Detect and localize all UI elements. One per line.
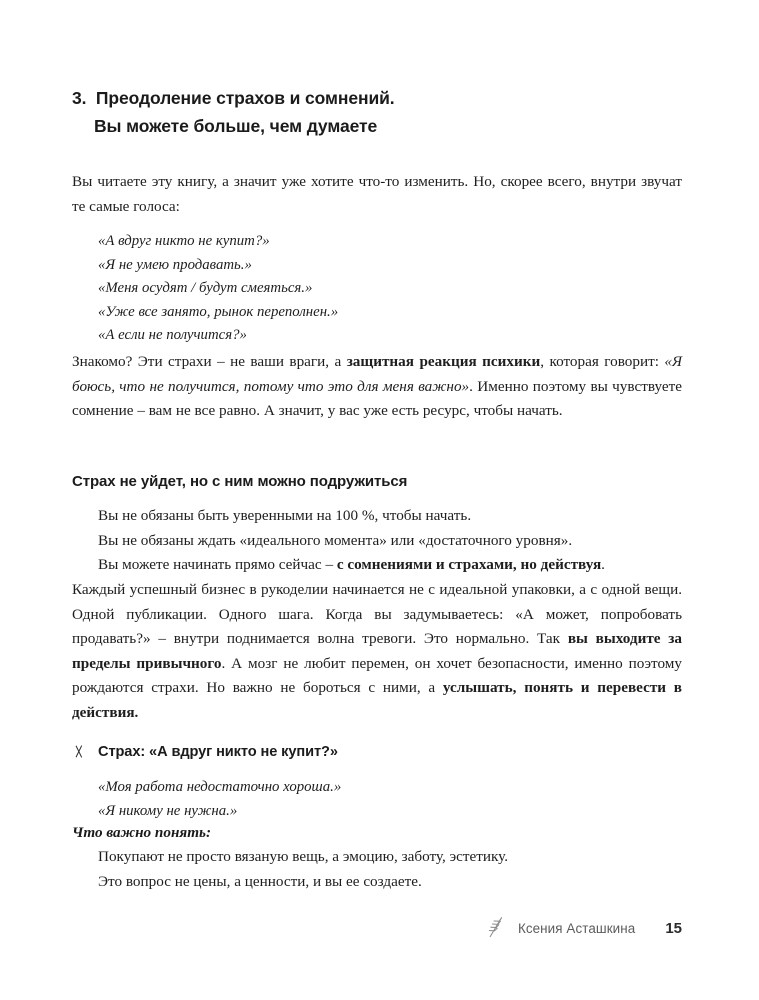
business-paragraph-text: [72, 578, 682, 726]
statement-line: Вы можете начинать прямо сейчас – с сомнениями и страхами, но действуя.: [98, 556, 605, 574]
chapter-subtitle-line: Вы можете больше, чем думаете: [94, 116, 378, 136]
page-footer: [0, 908, 759, 948]
business-text-part-1: Каждый успешный бизнес в рукоделии начинается не с идеальной упаковки, а с одной вещи. Одной публикации. Одного шага. Когда вы задумываетесь: «А может, попробовать продавать?» – внутри поднимается волна тревоги. Это нормально. Так: [72, 581, 682, 648]
quote-line: «Меня осудят / будут смеяться.»: [98, 280, 313, 297]
statement-line-plain: Вы можете начинать прямо сейчас –: [98, 556, 337, 574]
recognize-text-part-2: , которая говорит:: [540, 353, 665, 370]
what-matters-label: Что важно понять:: [72, 824, 212, 841]
page-number: 15: [665, 919, 682, 937]
what-matters-statements: [98, 845, 682, 894]
chapter-heading: [72, 84, 682, 140]
quote-line: «Я никому не нужна.»: [98, 802, 238, 819]
quote-line: «А вдруг никто не купит?»: [98, 233, 270, 249]
intro-paragraph-text: Вы читаете эту книгу, а значит уже хотите что-то изменить. Но, скорее всего, внутри звучат те самые голоса:: [72, 173, 682, 215]
can-start-statements: [98, 504, 682, 578]
recognize-paragraph: [72, 350, 682, 424]
recognize-text-part-3: . Именно поэтому вы чувствуете сомнение – вам не все равно. А значит, у вас уже есть ресурс, чтобы начать.: [72, 377, 682, 420]
recognize-italic-quote: «Я боюсь, что не получится, потому что это для меня важно»: [72, 353, 682, 395]
recognize-paragraph-text: [72, 350, 682, 424]
business-bold-phrase-2: услышать, понять и перевести в действия.: [72, 679, 682, 721]
business-bold-phrase-1: вы выходите за пределы привычного: [72, 630, 683, 672]
statement-line: Это вопрос не цены, а ценности, и вы ее создаете.: [98, 872, 422, 890]
fear-stays-subheading: Страх не уйдет, но с ним можно подружиться: [72, 473, 408, 490]
quote-line: «Моя работа недостаточно хороша.»: [98, 779, 342, 795]
quote-line: «Уже все занято, рынок переполнен.»: [98, 303, 339, 320]
statement-line: Покупают не просто вязаную вещь, а эмоцию, заботу, эстетику.: [98, 848, 509, 865]
footer-author-name: Ксения Асташкина: [517, 920, 636, 936]
intro-paragraph: [72, 170, 682, 219]
recognize-text-part-1: Знакомо? Эти страхи – не ваши враги, а: [72, 353, 347, 370]
business-paragraph: [72, 578, 682, 726]
fear-block-heading-text: Страх: «А вдруг никто не купит?»: [98, 744, 338, 760]
statement-line: Вы не обязаны ждать «идеального момента» или «достаточного уровня».: [98, 531, 573, 549]
quote-line: «Я не умею продавать.»: [98, 256, 252, 273]
business-text-part-2: . А мозг не любит перемен, он хочет безопасности, именно поэтому рождаются страхи. Но важно не бороться с ними, а: [72, 654, 682, 697]
statement-line-bold: с сомнениями и страхами, но действуя: [336, 556, 602, 574]
inner-voices-quote-list: [98, 230, 682, 348]
fear-block-heading: [72, 741, 682, 763]
sprig-ornament-icon: [486, 916, 506, 940]
statement-line: Вы не обязаны быть уверенными на 100 %, чтобы начать.: [98, 507, 472, 524]
quote-line: «А если не получится?»: [98, 327, 247, 344]
fear-quote-list: [98, 776, 682, 823]
x-mark-icon: [72, 745, 85, 758]
chapter-title-line: 3. Преодоление страхов и сомнений.: [72, 88, 395, 108]
recognize-bold-phrase: защитная реакция психики: [346, 353, 541, 370]
